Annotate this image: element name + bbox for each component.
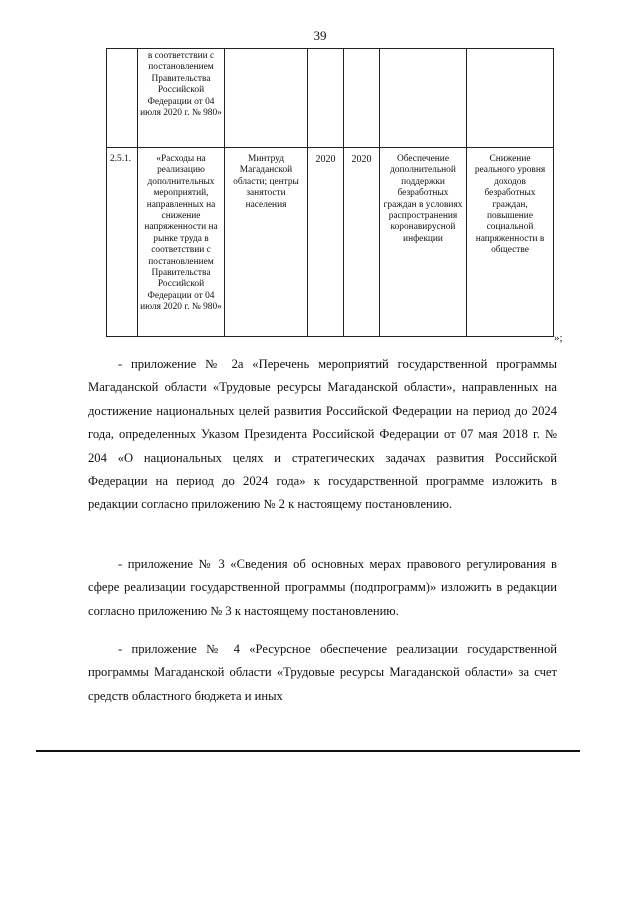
table-cell-measure-name: в соответствии с постановлением Правительства Российской Федерации от 04 июля 2020 г. № 980» <box>138 49 225 148</box>
table-row <box>107 148 554 337</box>
paragraph-appendix-2a: - приложение № 2а «Перечень мероприятий государственной программы Магаданской области «Трудовые ресурсы Магаданской области», направленных на достижение национальных целей развития Российской Федерации на период до 2024 года, определенных Указом Президента Российской Федерации от 07 мая 2018 г. № 204 «О национальных целях и стратегических задачах развития Российской Федерации на период до 2024 года» к государственной программе изложить в редакции согласно приложению № 2 к настоящему постановлению. <box>88 357 557 512</box>
table-cell-effect <box>467 49 554 148</box>
page-bottom-rule <box>36 750 580 752</box>
paragraph-appendix-3: - приложение № 3 «Сведения об основных мерах правового регулирования в сфере реализации государственной программы (подпрограмм)» изложить в редакции согласно приложению № 3 к настоящему постановлению. <box>88 557 557 618</box>
table-cell-number <box>107 49 138 148</box>
table-cell-year-end: 2020 <box>344 148 380 337</box>
measures-table <box>106 48 554 337</box>
table-cell-year-start <box>308 49 344 148</box>
paragraph-appendix-4: - приложение № 4 «Ресурсное обеспечение реализации государственной программы Магаданской области «Трудовые ресурсы Магаданской области» за счет средств областного бюджета и иных <box>88 642 557 703</box>
table-cell-result <box>380 49 467 148</box>
page-number: 39 <box>313 28 327 43</box>
table-cell-measure-name: «Расходы на реализацию дополнительных мероприятий, направленных на снижение напряженности на рынке труда в соответствии с постановлением Правительства Российской Федерации от 04 июля 2020 г. № 980» <box>138 148 225 337</box>
table-cell-executor <box>225 49 308 148</box>
table-closing-quote: »; <box>554 332 563 344</box>
table-cell-year-end <box>344 49 380 148</box>
table-cell-result: Обеспечение дополнительной поддержки безработных граждан в условиях распространения коронавирусной инфекции <box>380 148 467 337</box>
table-cell-effect: Снижение реального уровня доходов безработных граждан, повышение социальной напряженности в обществе <box>467 148 554 337</box>
table-cell-year-start: 2020 <box>308 148 344 337</box>
table-cell-number: 2.5.1. <box>107 148 138 337</box>
table-cell-executor: Минтруд Магаданской области; центры занятости населения <box>225 148 308 337</box>
table-row <box>107 49 554 148</box>
